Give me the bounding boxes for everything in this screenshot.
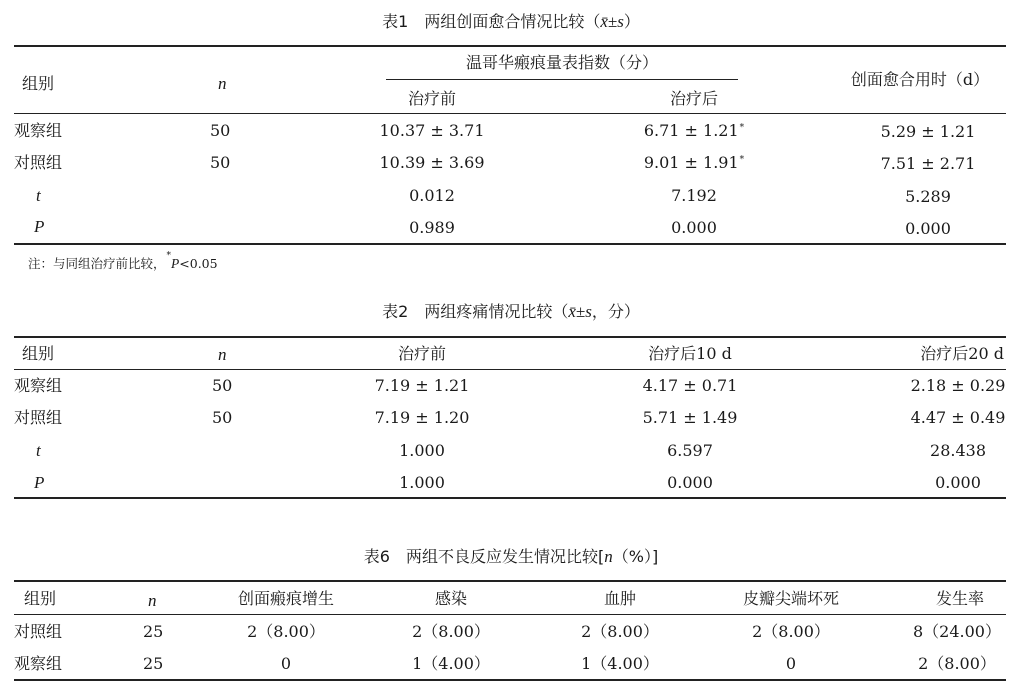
table2-row4-group: P — [34, 473, 45, 492]
table1-row1-group: 观察组 — [14, 121, 63, 140]
table6-title-stat: n — [604, 547, 613, 566]
table1-row2-healing: 7.51 ± 2.71 — [880, 154, 976, 173]
table1-row4-before: 0.989 — [409, 218, 455, 237]
table1-bottom-rule — [14, 243, 1006, 245]
table1-header-healing-time: 创面愈合用时（d） — [850, 70, 990, 89]
table1-header-rule — [14, 113, 1006, 114]
table6-row1-n: 25 — [143, 622, 164, 641]
table2-row4-after10: 0.000 — [667, 473, 713, 492]
table1-row1-n: 50 — [210, 121, 231, 140]
table2-row2-group: 对照组 — [14, 408, 63, 427]
table2-row4-before: 1.000 — [399, 473, 445, 492]
table6-title-suffix: （%）] — [612, 547, 659, 566]
table6-header-hyperplasia: 创面瘢痕增生 — [237, 589, 335, 608]
table1-row2-before: 10.39 ± 3.69 — [379, 153, 485, 172]
table6-header-rate: 发生率 — [935, 589, 985, 608]
table1-row1-after: 6.71 ± 1.21 — [643, 121, 739, 140]
table6-row2-group: 观察组 — [14, 654, 63, 673]
table1-top-rule — [14, 45, 1006, 47]
table6-row2-necrosis: 0 — [785, 654, 797, 673]
table1-row2-n: 50 — [210, 153, 231, 172]
table6-title-prefix: 两组不良反应发生情况比较[ — [405, 547, 605, 566]
table2-bottom-rule — [14, 497, 1006, 499]
table6-caption — [0, 547, 1022, 567]
table2-row1-after20: 2.18 ± 0.29 — [910, 376, 1006, 395]
table1-sub-rule — [386, 79, 738, 80]
table2-header-rule — [14, 369, 1006, 370]
table1-row2-after-mark: * — [739, 155, 745, 165]
table6-row1-necrosis: 2（8.00） — [752, 622, 830, 641]
table2-row1-n: 50 — [212, 376, 233, 395]
table6-header-hematoma: 血肿 — [603, 589, 637, 608]
table1-row2-after: 9.01 ± 1.91 — [643, 153, 739, 172]
table6-header-group: 组别 — [24, 589, 57, 608]
table1-row1-before: 10.37 ± 3.71 — [379, 121, 485, 140]
table2-title-prefix: 两组疼痛情况比较（ — [424, 302, 569, 321]
table2-header-after20: 治疗后20 d — [920, 344, 1004, 363]
table1-caption — [0, 12, 1022, 32]
table6-row1-hematoma: 2（8.00） — [581, 622, 659, 641]
table1-label: 表1 — [382, 12, 409, 31]
table2-row1-before: 7.19 ± 1.21 — [374, 376, 470, 395]
table1-row3-healing: 5.289 — [905, 187, 951, 206]
table2-row2-before: 7.19 ± 1.20 — [374, 408, 470, 427]
table1-row2-group: 对照组 — [14, 153, 63, 172]
table2-row1-group: 观察组 — [14, 376, 63, 395]
table1-note-prefix: 注：与同组治疗前比较， — [28, 256, 166, 271]
table1-header-n: n — [218, 74, 227, 93]
table2-row4-after20: 0.000 — [935, 473, 981, 492]
table2-header-group: 组别 — [22, 344, 55, 363]
table6-label: 表6 — [363, 547, 390, 566]
table6-top-rule — [14, 580, 1006, 582]
table2-row3-after10: 6.597 — [667, 441, 713, 460]
table6-header-necrosis: 皮瓣尖端坏死 — [742, 589, 840, 608]
table1-row3-group: t — [36, 186, 41, 205]
table2-header-before: 治疗前 — [397, 344, 447, 363]
table6-header-infection: 感染 — [434, 589, 468, 608]
table1-header-group: 组别 — [22, 74, 55, 93]
table1-row4-healing: 0.000 — [905, 219, 951, 238]
table1-note-p: P — [171, 256, 180, 271]
table1-row1-after-cell — [644, 121, 744, 141]
table1-row3-before: 0.012 — [409, 186, 455, 205]
table6-row2-n: 25 — [143, 654, 164, 673]
table2-row2-n: 50 — [212, 408, 233, 427]
table1-header-before: 治疗前 — [407, 89, 457, 108]
table6-row1-rate: 8（24.00） — [913, 622, 1001, 641]
table6-bottom-rule — [14, 679, 1006, 681]
table2-header-after10: 治疗后10 d — [648, 344, 732, 363]
table1-row4-group: P — [34, 217, 45, 236]
table1-title-stat: x̄±s — [600, 12, 624, 31]
table2-row3-group: t — [36, 441, 41, 460]
table2-caption — [0, 302, 1022, 322]
table2-row2-after10: 5.71 ± 1.49 — [642, 408, 738, 427]
table6-header-n: n — [148, 591, 157, 610]
table2-row1-after10: 4.17 ± 0.71 — [642, 376, 738, 395]
table2-row3-after20: 28.438 — [930, 441, 986, 460]
table6-row2-rate: 2（8.00） — [918, 654, 996, 673]
table6-row2-infection: 1（4.00） — [412, 654, 490, 673]
table2-row3-before: 1.000 — [399, 441, 445, 460]
table1-note-suffix: <0.05 — [179, 256, 218, 271]
table6-row1-hyperplasia: 2（8.00） — [247, 622, 325, 641]
table1-header-vancouver: 温哥华瘢痕量表指数（分） — [465, 53, 659, 72]
table2-label: 表2 — [382, 302, 409, 321]
table1-row3-after: 7.192 — [671, 186, 717, 205]
table2-title-suffix: ，分） — [591, 302, 640, 321]
table2-top-rule — [14, 336, 1006, 338]
table6-row2-hematoma: 1（4.00） — [581, 654, 659, 673]
table1-title-prefix: 两组创面愈合情况比较（ — [424, 12, 601, 31]
table1-note-mark: * — [166, 251, 172, 261]
table6-row2-hyperplasia: 0 — [280, 654, 292, 673]
table2-header-n: n — [218, 345, 227, 364]
table6-header-rule — [14, 614, 1006, 615]
table2-row2-after20: 4.47 ± 0.49 — [910, 408, 1006, 427]
table2-title-stat: x̄±s — [568, 302, 592, 321]
table1-header-after: 治疗后 — [669, 89, 719, 108]
table6-row1-group: 对照组 — [14, 622, 63, 641]
table1-row4-after: 0.000 — [671, 218, 717, 237]
table6-row1-infection: 2（8.00） — [412, 622, 490, 641]
table1-row1-after-mark: * — [739, 123, 745, 133]
table1-note — [28, 251, 218, 272]
table1-row2-after-cell — [644, 153, 744, 173]
table1-title-suffix: ） — [623, 12, 640, 31]
table1-row1-healing: 5.29 ± 1.21 — [880, 122, 976, 141]
